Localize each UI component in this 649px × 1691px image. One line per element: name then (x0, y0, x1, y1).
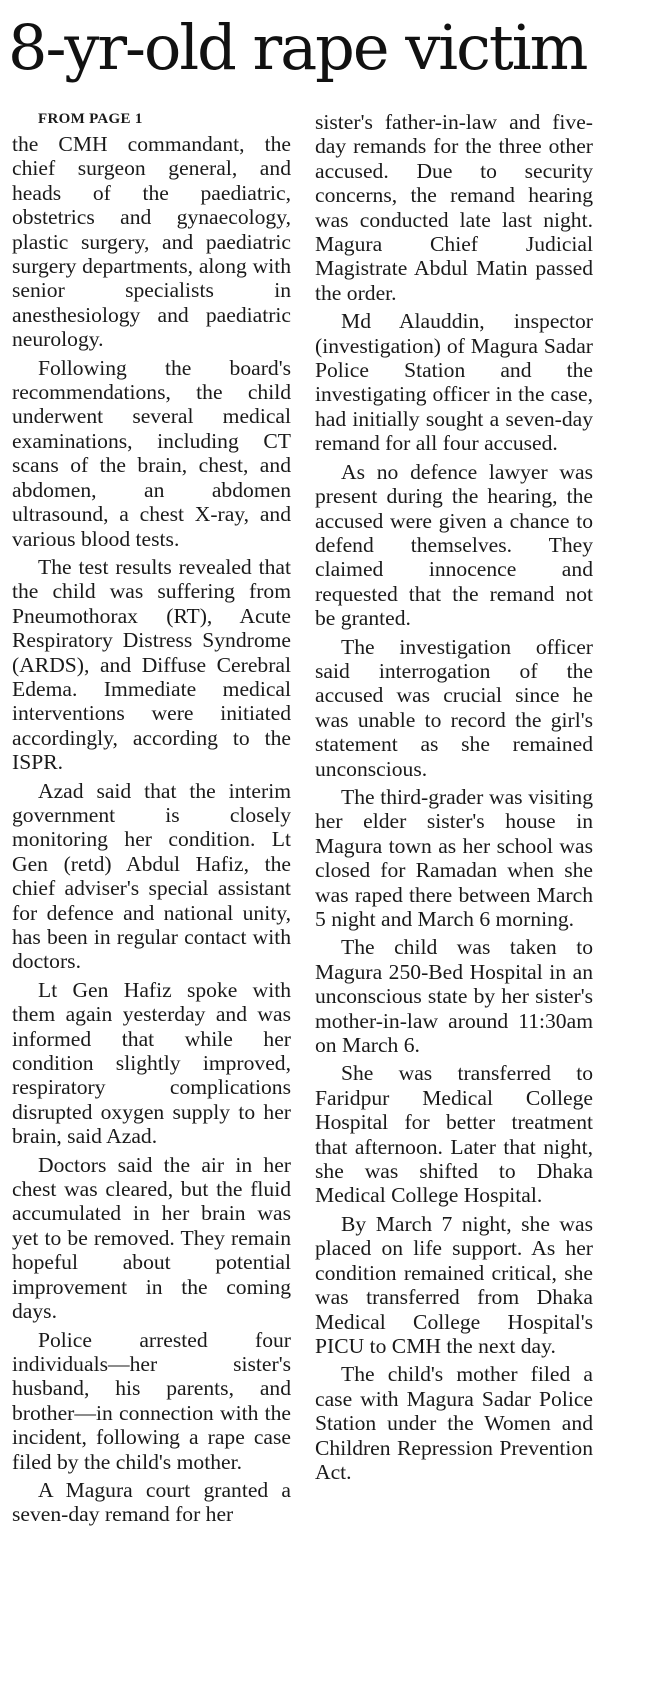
paragraph: Following the board's recommendations, the child underwent several medical examinations, including CT scans of the brain, chest, and abdomen, an abdomen ultrasound, a chest X-ray, and various blood tests. (12, 355, 291, 551)
paragraph: She was transferred to Faridpur Medical College Hospital for better treatment that afternoon. Later that night, she was shifted to Dhaka Medical College Hospital. (315, 1061, 593, 1208)
paragraph: As no defence lawyer was present during the hearing, the accused were given a chance to defend themselves. They claimed innocence and requested that the remand not be granted. (315, 459, 593, 631)
paragraph: The third-grader was visiting her elder sister's house in Magura town as her school was closed for Ramadan when she was raped there between March 5 night and March 6 morning. (315, 784, 593, 931)
paragraph: By March 7 night, she was placed on life support. As her condition remained critical, she was transferred from Dhaka Medical College Hospital's PICU to CMH the next day. (315, 1211, 593, 1358)
paragraph: The test results revealed that the child was suffering from Pneumothorax (RT), Acute Respiratory Distress Syndrome (ARDS), and Diffuse Cerebral Edema. Immediate medical interventions were initiated accordingly, according to the ISPR. (12, 554, 291, 775)
article-column-right (315, 110, 593, 1484)
paragraph: sister's father-in-law and five-day remands for the three other accused. Due to security concerns, the remand hearing was conducted late last night. Magura Chief Judicial Magistrate Abdul Matin passed the order. (315, 110, 593, 305)
paragraph: the CMH commandant, the chief surgeon general, and heads of the paediatric, obstetrics and gynaecology, plastic surgery, and paediatric surgery departments, along with senior specialists in anesthesiology and paediatric neurology. (12, 132, 291, 352)
paragraph: The child's mother filed a case with Magura Sadar Police Station under the Women and Children Repression Prevention Act. (315, 1362, 593, 1484)
paragraph: Doctors said the air in her chest was cleared, but the fluid accumulated in her brain was yet to be removed. They remain hopeful about potential improvement in the coming days. (12, 1152, 291, 1324)
article-column-left (12, 110, 291, 1527)
paragraph: The investigation officer said interrogation of the accused was crucial since he was unable to record the girl's statement as she remained unconscious. (315, 634, 593, 781)
paragraph: Md Alauddin, inspector (investigation) of Magura Sadar Police Station and the investigating officer in the case, had initially sought a seven-day remand for all four accused. (315, 309, 593, 456)
continuation-kicker: FROM PAGE 1 (38, 111, 143, 127)
headline: 8-yr-old rape victim (8, 11, 587, 84)
paragraph: The child was taken to Magura 250-Bed Hospital in an unconscious state by her sister's mother-in-law around 11:30am on March 6. (315, 935, 593, 1058)
paragraph: Azad said that the interim government is closely monitoring her condition. Lt Gen (retd) Abdul Hafiz, the chief adviser's special assistant for defence and national unity, has been in regular contact with doctors. (12, 778, 291, 974)
paragraph: A Magura court granted a seven-day remand for her (12, 1477, 291, 1527)
paragraph: Police arrested four individuals—her sister's husband, his parents, and brother—in connection with the incident, following a rape case filed by the child's mother. (12, 1327, 291, 1474)
paragraph: Lt Gen Hafiz spoke with them again yesterday and was informed that while her condition slightly improved, respiratory complications disrupted oxygen supply to her brain, said Azad. (12, 977, 291, 1149)
